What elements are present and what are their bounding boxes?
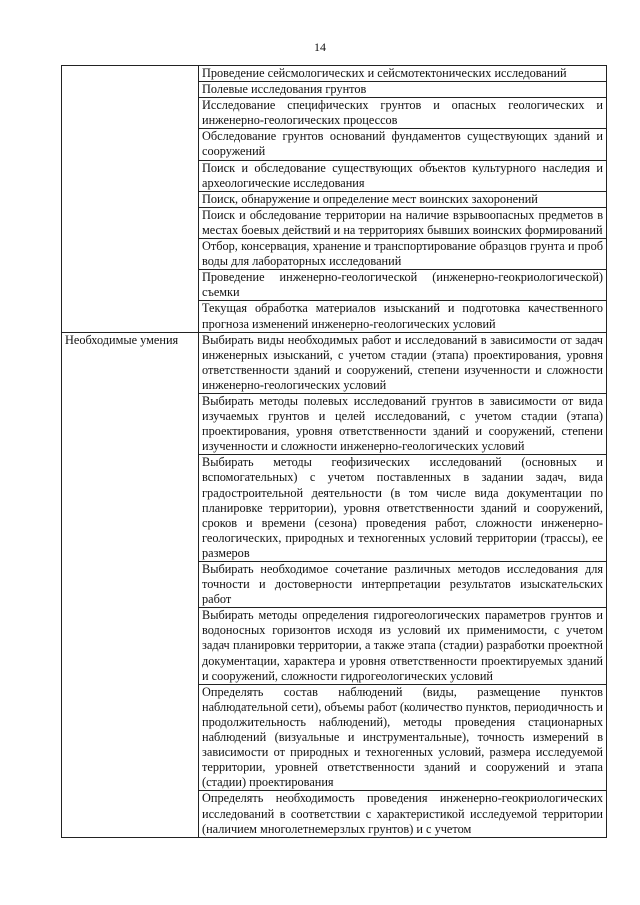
requirements-table xyxy=(61,65,607,838)
table-cell: Проведение инженерно-геологической (инженерно-геокриологической) съемки xyxy=(199,270,607,301)
table-cell: Выбирать методы геофизических исследований (основных и вспомогательных) с учетом поставленных в задании задач, вида градостроительной деятельности (в том числе вида документации по планировке территории), уровня ответственности зданий и сооружений, сроков и времени (сезона) проведения работ, сложности инженерно-геологических, природных и техногенных условий территории (трассы), ее размеров xyxy=(199,455,607,562)
table-cell: Выбирать виды необходимых работ и исследований в зависимости от задач инженерных изысканий, с учетом стадии (этапа) проектирования, уровня ответственности зданий и сооружений, степени изученности и сложности инженерно-геологических условий xyxy=(199,332,607,393)
table-cell: Проведение сейсмологических и сейсмотектонических исследований xyxy=(199,66,607,82)
table-cell: Выбирать методы полевых исследований грунтов в зависимости от вида изучаемых грунтов и целей исследований, с учетом стадии (этапа) проектирования, уровня ответственности зданий и сооружений, степени изученности и сложности инженерно-геологических условий xyxy=(199,393,607,454)
table-cell: Отбор, консервация, хранение и транспортирование образцов грунта и проб воды для лабораторных исследований xyxy=(199,239,607,270)
table-cell: Определять состав наблюдений (виды, размещение пунктов наблюдательной сети), объемы работ (количество пунктов, периодичность и продолжительность наблюдений), методы проведения стационарных наблюдений (визуальные и инструментальные), точность измерений в зависимости от природных и техногенных условий, размера исследуемой территории, уровней ответственности зданий и сооружений и этапа (стадии) проектирования xyxy=(199,684,607,791)
skills-label: Необходимые умения xyxy=(62,332,199,837)
table-cell: Текущая обработка материалов изысканий и подготовка качественного прогноза изменений инженерно-геологических условий xyxy=(199,301,607,332)
labor-actions-label-cell xyxy=(62,66,199,333)
table-cell: Определять необходимость проведения инженерно-геокриологических исследований в соответствии с характеристикой исследуемой территории (наличием многолетнемерзлых грунтов) и с учетом xyxy=(199,791,607,837)
table-cell: Выбирать необходимое сочетание различных методов исследования для точности и достоверности интерпретации результатов изыскательских работ xyxy=(199,562,607,608)
page-bottom-margin xyxy=(0,868,640,905)
table-row xyxy=(62,332,607,393)
table-cell: Обследование грунтов оснований фундаментов существующих зданий и сооружений xyxy=(199,129,607,160)
table-row xyxy=(62,66,607,82)
table-cell: Поиск, обнаружение и определение мест воинских захоронений xyxy=(199,191,607,207)
table-cell: Полевые исследования грунтов xyxy=(199,82,607,98)
table-cell: Исследование специфических грунтов и опасных геологических и инженерно-геологических процессов xyxy=(199,98,607,129)
table-cell: Выбирать методы определения гидрогеологических параметров грунтов и водоносных горизонтов исходя из условий их применимости, с учетом задач планировки территории, а также этапа (стадии) разработки проектной документации, характера и уровня ответственности проектируемых зданий и сооружений, сложности гидрогеологических условий xyxy=(199,608,607,684)
page-number: 14 xyxy=(314,40,326,54)
table-cell: Поиск и обследование существующих объектов культурного наследия и археологические исследования xyxy=(199,160,607,191)
table-cell: Поиск и обследование территории на наличие взрывоопасных предметов в местах боевых действий и на территориях бывших воинских формирований xyxy=(199,207,607,238)
